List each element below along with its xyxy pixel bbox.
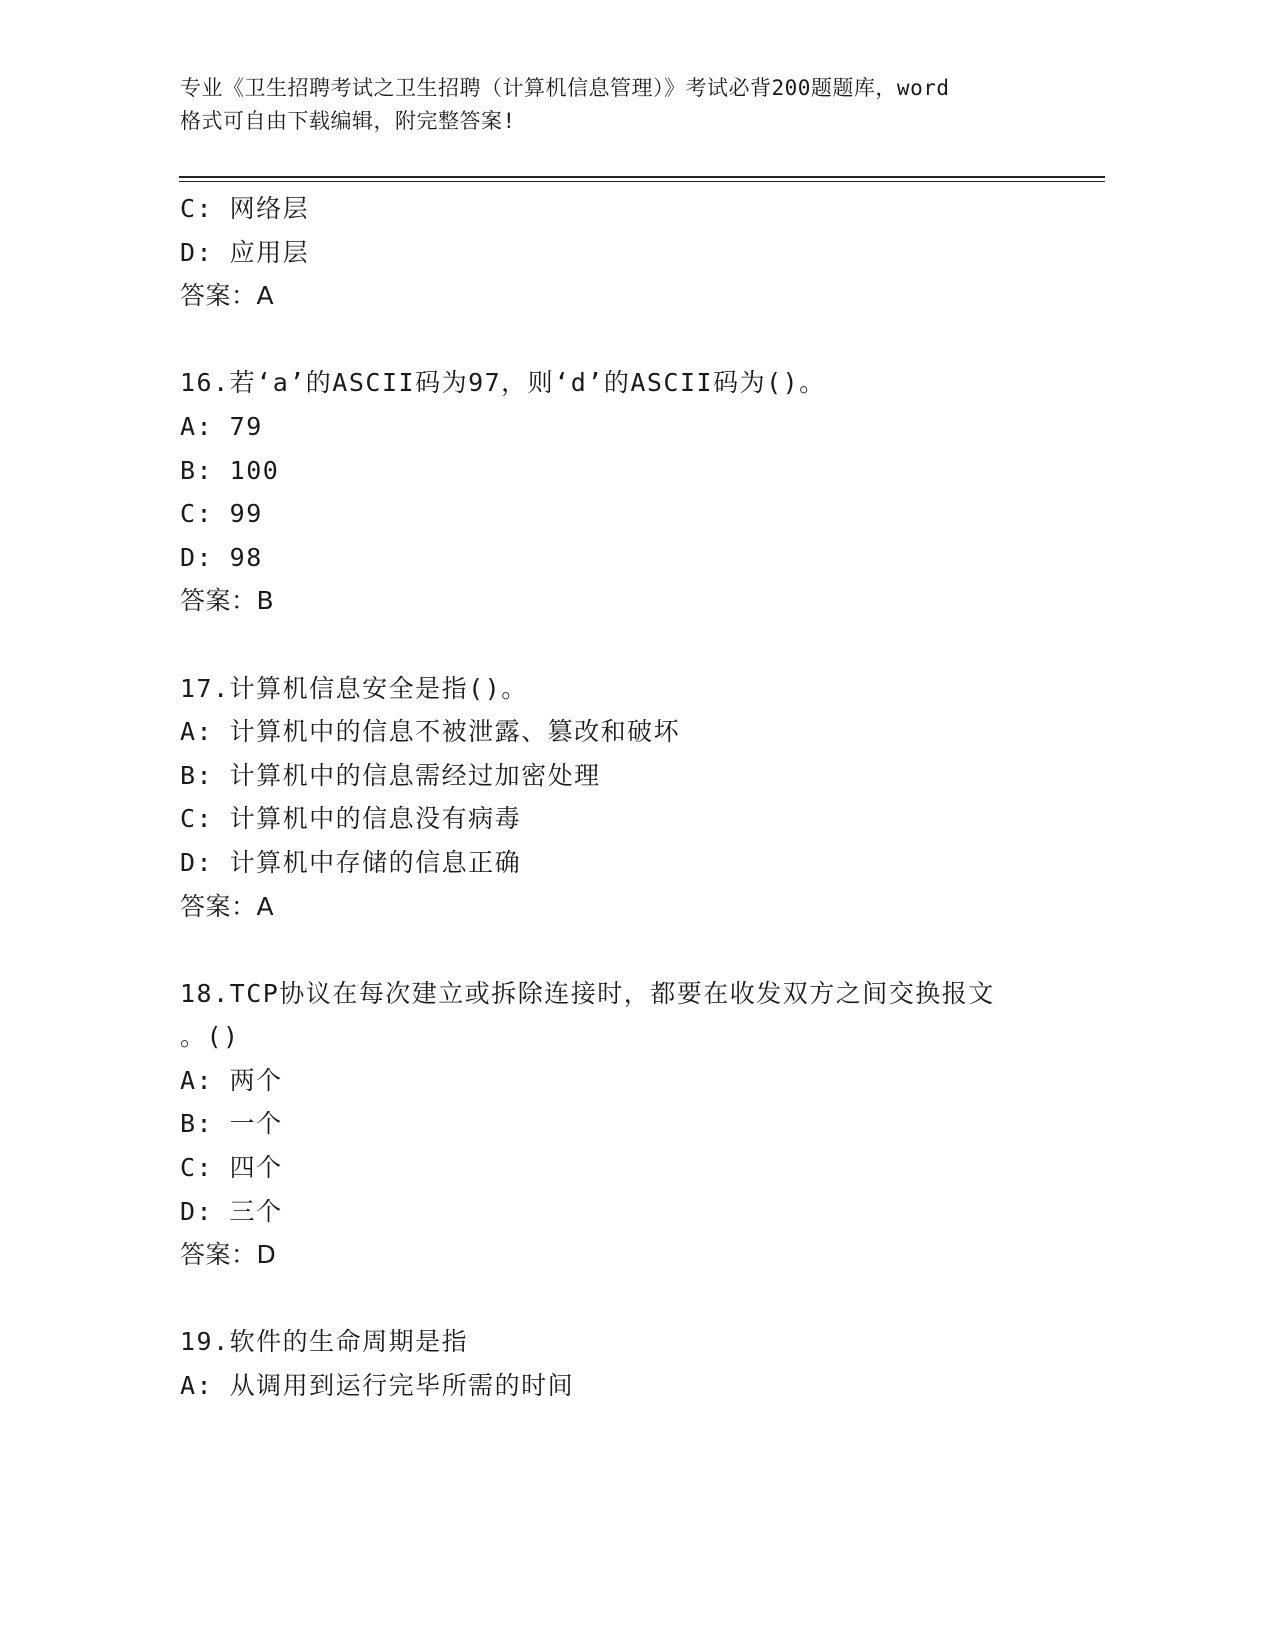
question-stem: 16.若‘a’的ASCII码为97，则‘d’的ASCII码为()。 (180, 368, 826, 398)
option-a: A: 两个 (180, 1065, 283, 1095)
option-a: A: 计算机中的信息不被泄露、篡改和破坏 (180, 717, 681, 747)
answer-line: 答案：A (180, 891, 275, 921)
spacer (180, 1277, 1100, 1321)
option-d: D: 计算机中存储的信息正确 (180, 847, 522, 877)
option-d: D: 应用层 (180, 237, 310, 267)
option-d: D: 三个 (180, 1196, 283, 1226)
header-divider (179, 176, 1105, 178)
question-block-18 (180, 972, 1100, 1277)
question-stem: 19.软件的生命周期是指 (180, 1327, 469, 1357)
answer-line: 答案：A (180, 281, 275, 311)
question-stem: 17.计算机信息安全是指()。 (180, 673, 528, 703)
answer-line: 答案：D (180, 1240, 277, 1270)
option-c: C: 网络层 (180, 194, 310, 223)
option-c: C: 四个 (180, 1153, 283, 1183)
answer-line: 答案：B (180, 586, 275, 616)
option-a: A: 从调用到运行完毕所需的时间 (180, 1371, 575, 1401)
option-c: C: 99 (180, 499, 263, 529)
option-c: C: 计算机中的信息没有病毒 (180, 804, 522, 834)
question-stem-continued: 。() (180, 1022, 240, 1052)
header-title-line-1: 专业《卫生招聘考试之卫生招聘（计算机信息管理）》考试必背200题题库，word (180, 76, 950, 100)
question-block-17 (180, 667, 1100, 929)
option-d: D: 98 (180, 542, 263, 572)
question-block-16 (180, 361, 1100, 623)
question-block-15 (180, 187, 1100, 318)
spacer (180, 623, 1100, 667)
spacer (180, 318, 1100, 362)
header-divider-thin (179, 181, 1105, 182)
header-title-line-2: 格式可自由下载编辑，附完整答案! (180, 109, 516, 133)
question-block-19 (180, 1320, 1100, 1407)
option-b: B: 一个 (180, 1109, 283, 1139)
option-b: B: 100 (180, 455, 280, 485)
question-list (180, 187, 1100, 1408)
question-stem: 18.TCP协议在每次建立或拆除连接时，都要在收发双方之间交换报文 (180, 978, 995, 1008)
option-b: B: 计算机中的信息需经过加密处理 (180, 760, 601, 790)
page-header (180, 72, 1080, 138)
spacer (180, 928, 1100, 972)
option-a: A: 79 (180, 411, 263, 441)
